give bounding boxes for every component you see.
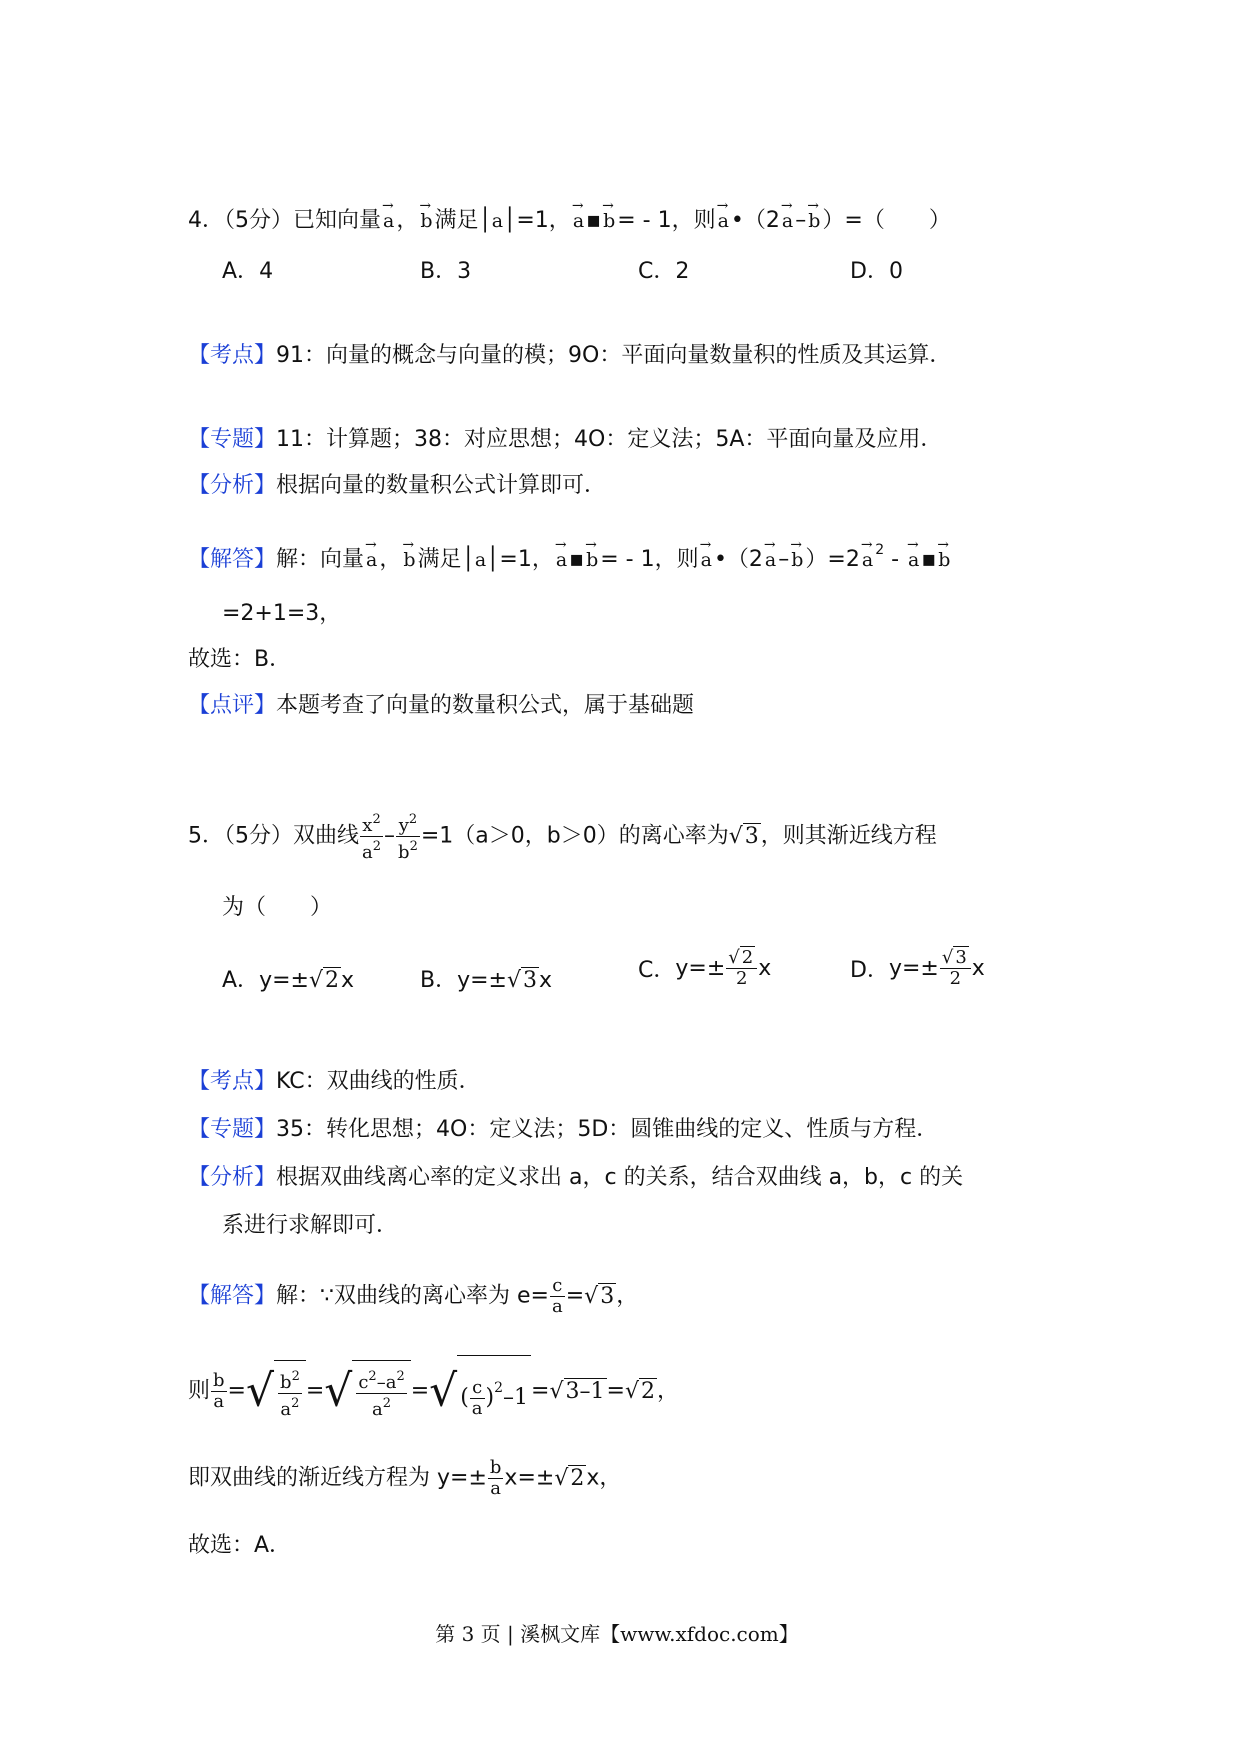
q5-option-b: B．y=±√3x [420,968,553,993]
q5-option-a: A．y=±√2x [222,968,355,993]
vector-b: → b [420,205,432,237]
q5-guxuan: 故选：A． [188,1533,292,1558]
q4-dianping: 【点评】本题考查了向量的数量积公式，属于基础题 [188,693,695,718]
q4-jieda: 【解答】解：向量→ a，→ b满足│a│=1，→ a▪→ b= - 1，则→ a•（2→ a–→ b）=2→ a $^2$ - → a▪→ b [188,534,952,576]
fraction-x2-a2: $\frac{x^2}{a^2}$ [362,812,382,863]
q5-derivation: 则 $\frac{b}{a}$ =√ $\frac{b^2}{a^2}$ =√ $\frac{c^2-a^2}{a^2}$ =√ ( $\frac{c}{a}$ )$^2$–1 =√3–1=√2， [188,1355,679,1428]
q4-fenxi: 【分析】根据向量的数量积公式计算即可． [188,473,607,498]
q5-option-d: D．y=± $\frac{√ 3}{2}$ x [850,947,985,989]
q5-jieda: 【解答】解：∵双曲线的离心率为 e= $\frac{c}{a}$ =√3， [188,1275,639,1317]
q4-stem: 4．（5分）已知向量→ a，→ b满足│a│=1，→ a▪→ b= - 1，则→ a•（2→ a–→ b）=（ ） [188,205,951,237]
vector-a: → a [383,205,394,237]
q4-jieda-line2: =2+1=3， [222,601,342,626]
q5-stem: 5．（5分）双曲线 $\frac{x^2}{a^2}$ – $\frac{y^2}{b^2}$ =1（a＞0，b＞0）的离心率为√3，则其渐近线方程 [188,812,937,863]
q5-zhuanti: 【专题】35：转化思想；4O：定义法；5D：圆锥曲线的定义、性质与方程． [188,1117,939,1142]
q4-option-b: B．3 [420,259,472,284]
q4-option-c: C．2 [638,259,690,284]
q5-fenxi: 【分析】根据双曲线离心率的定义求出 a，c 的关系，结合双曲线 a，b，c 的关 [188,1165,964,1190]
q5-kaodian: 【考点】KC：双曲线的性质． [188,1069,481,1094]
q4-option-d: D．0 [850,259,903,284]
q4-zhuanti: 【专题】11：计算题；38：对应思想；4O：定义法；5A：平面向量及应用． [188,427,943,452]
fraction-y2-b2: $\frac{y^2}{b^2}$ [398,812,418,863]
q4-option-a: A．4 [222,259,274,284]
page-footer: 第 3 页 | 溪枫文库【www.xfdoc.com】 [435,1622,799,1646]
q5-jijian: 即双曲线的渐近线方程为 y=± $\frac{b}{a}$ x=±√2x， [188,1457,622,1499]
sqrt-3: √3 [728,823,759,849]
q5-option-c: C．y=± $\frac{√ 2}{2}$ x [638,947,772,989]
q5-stem-line2: 为（ ） [222,895,333,920]
q5-fenxi-line2: 系进行求解即可． [222,1213,399,1238]
q4-guxuan: 故选：B． [188,647,292,672]
q4-kaodian: 【考点】91：向量的概念与向量的模；9O：平面向量数量积的性质及其运算． [188,343,952,368]
